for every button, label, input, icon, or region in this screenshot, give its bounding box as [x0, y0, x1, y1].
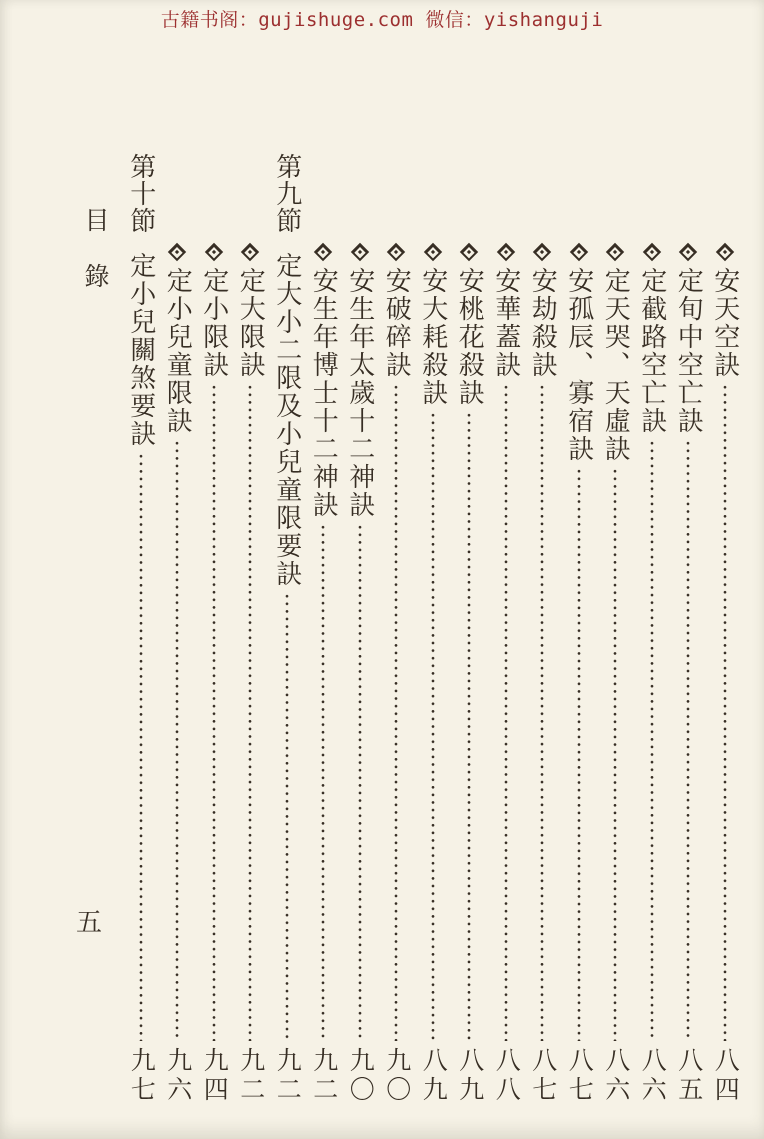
- dotted-leader: [467, 412, 471, 1041]
- dotted-leader: [540, 384, 544, 1041]
- dotted-leader: [248, 384, 252, 1041]
- diamond-icon: [640, 237, 664, 267]
- toc-entry-page: 八六: [638, 1047, 666, 1105]
- toc-entry: [196, 153, 233, 1105]
- toc-entry-title: 定小兒童限訣: [163, 267, 193, 435]
- diamond-icon: [421, 237, 445, 267]
- diamond-icon: [384, 237, 408, 267]
- toc-entry-page: 九二: [273, 1047, 301, 1105]
- dotted-leader: [686, 440, 690, 1041]
- toc-entry: [670, 153, 707, 1105]
- diamond-icon: [202, 237, 226, 267]
- toc-entry-title: 安孤辰、寡宿訣: [564, 267, 594, 463]
- toc-entry: [524, 153, 561, 1105]
- toc-entry-page: 九七: [127, 1047, 155, 1105]
- toc-entry: [232, 153, 269, 1105]
- toc-entry-title: 定小限訣: [199, 267, 229, 379]
- toc-entry-title: 安桃花殺訣: [455, 267, 485, 407]
- diamond-icon: [165, 237, 189, 267]
- toc-entry: [597, 153, 634, 1105]
- toc-entry: [269, 153, 306, 1105]
- toc-entry-page: 九二: [309, 1047, 337, 1105]
- toc-entry-page: 八四: [711, 1047, 739, 1105]
- diamond-icon: [238, 237, 262, 267]
- toc-entry-title: 安天空訣: [710, 267, 740, 379]
- toc-entry-title: 安生年太歲十二神訣: [345, 267, 375, 519]
- dotted-leader: [577, 468, 581, 1041]
- toc-entry-page: 八六: [601, 1047, 629, 1105]
- toc-entry-title: 安生年博士十二神訣: [309, 267, 339, 519]
- dotted-leader: [723, 384, 727, 1041]
- toc-entry-page: 八九: [419, 1047, 447, 1105]
- toc-entry: [707, 153, 744, 1105]
- toc-entry-title: 定大小二限及小兒童限要訣: [272, 252, 302, 588]
- toc-entry-title: 定旬中空亡訣: [674, 267, 704, 435]
- dotted-leader: [321, 524, 325, 1041]
- toc-entry: [634, 153, 671, 1105]
- diamond-icon: [348, 237, 372, 267]
- diamond-icon: [311, 237, 335, 267]
- diamond-icon: [676, 237, 700, 267]
- toc-entry-page: 八九: [455, 1047, 483, 1105]
- toc-entry-title: 定截路空亡訣: [637, 267, 667, 435]
- dotted-leader: [431, 412, 435, 1041]
- toc-entry-title: 安破碎訣: [382, 267, 412, 379]
- diamond-icon: [530, 237, 554, 267]
- dotted-leader: [285, 593, 289, 1041]
- diamond-icon: [494, 237, 518, 267]
- toc-entry: [123, 153, 160, 1105]
- toc-entry: [159, 153, 196, 1105]
- toc-entry: [415, 153, 452, 1105]
- toc-entry: [451, 153, 488, 1105]
- toc-entry: [342, 153, 379, 1105]
- watermark-header: 古籍书阁：gujishuge.com 微信：yishanguji: [160, 9, 604, 31]
- section-label: 第九節: [272, 153, 302, 234]
- folio-number: 五: [76, 908, 103, 937]
- toc-entry-title: 安大耗殺訣: [418, 267, 448, 407]
- toc-entry-page: 八五: [674, 1047, 702, 1105]
- toc-entry: [488, 153, 525, 1105]
- diamond-icon: [713, 237, 737, 267]
- toc-entry-page: 九六: [163, 1047, 191, 1105]
- section-label: 第十節: [126, 153, 156, 234]
- dotted-leader: [613, 468, 617, 1041]
- toc-columns: [123, 153, 744, 1105]
- dotted-leader: [504, 384, 508, 1041]
- toc-entry-page: 八七: [528, 1047, 556, 1105]
- toc-page-title: 目錄: [81, 207, 108, 319]
- toc-entry-title: 安華蓋訣: [491, 267, 521, 379]
- toc-entry: [305, 153, 342, 1105]
- diamond-icon: [457, 237, 481, 267]
- toc-entry-title: 定天哭、天虛訣: [601, 267, 631, 463]
- toc-entry-title: 安劫殺訣: [528, 267, 558, 379]
- dotted-leader: [139, 453, 143, 1041]
- toc-entry-title: 定大限訣: [236, 267, 266, 379]
- toc-entry: [378, 153, 415, 1105]
- toc-entry-page: 八八: [492, 1047, 520, 1105]
- dotted-leader: [650, 440, 654, 1041]
- dotted-leader: [175, 440, 179, 1041]
- dotted-leader: [212, 384, 216, 1041]
- toc-entry-page: 八七: [565, 1047, 593, 1105]
- diamond-icon: [603, 237, 627, 267]
- toc-entry-page: 九〇: [346, 1047, 374, 1105]
- dotted-leader: [394, 384, 398, 1041]
- dotted-leader: [358, 524, 362, 1041]
- toc-entry-page: 九二: [236, 1047, 264, 1105]
- toc-entry: [561, 153, 598, 1105]
- toc-entry-page: 九四: [200, 1047, 228, 1105]
- toc-entry-page: 九〇: [382, 1047, 410, 1105]
- diamond-icon: [567, 237, 591, 267]
- toc-entry-title: 定小兒關煞要訣: [126, 252, 156, 448]
